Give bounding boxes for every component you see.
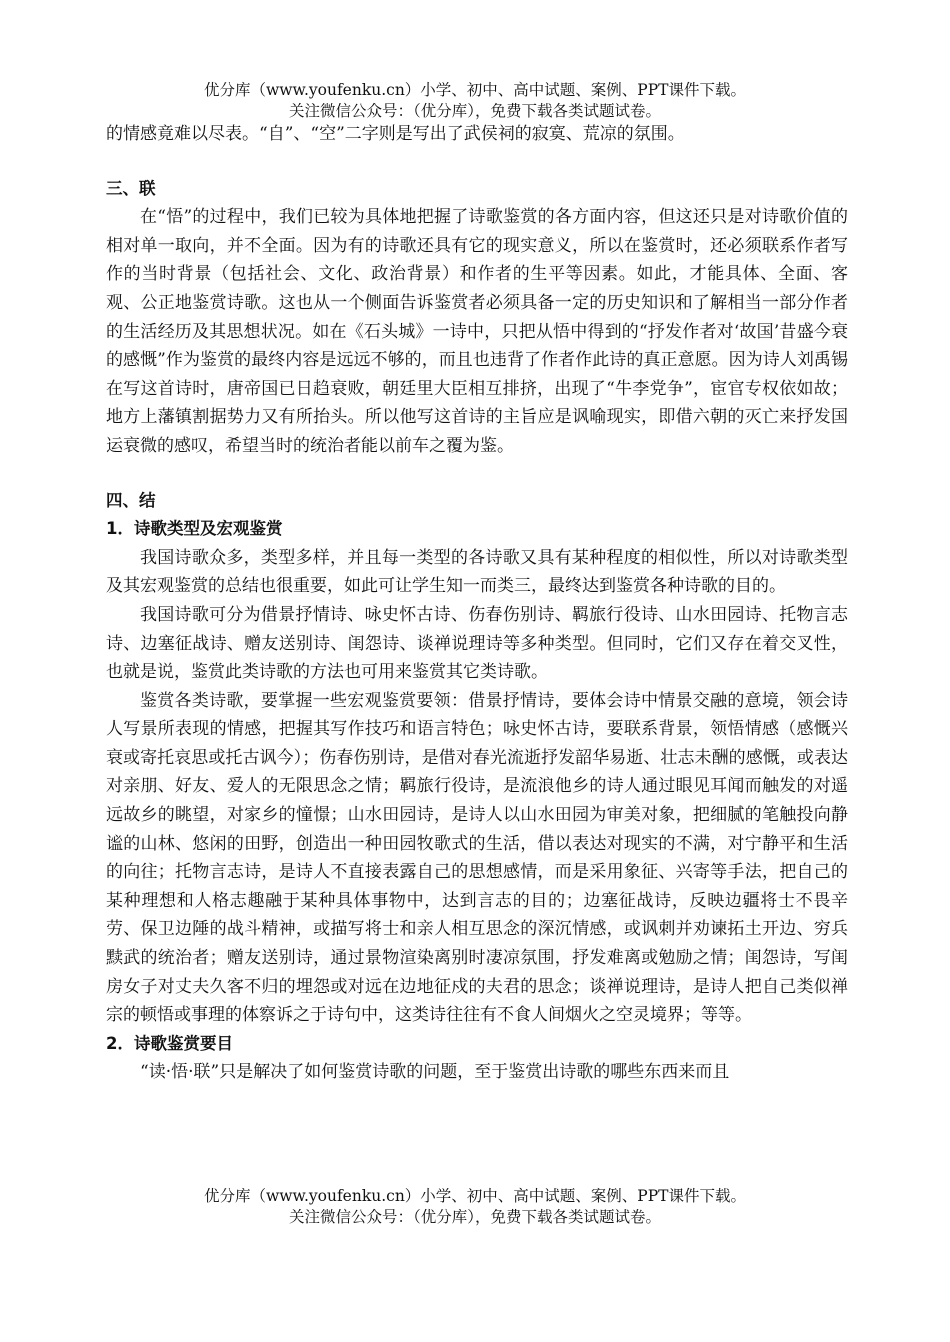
section-heading-3: 三、联 [106, 178, 156, 198]
section-heading-4: 四、结 [106, 490, 156, 510]
document-body [106, 120, 848, 1087]
paragraph-appreciation-items: “读·悟·联”只是解决了如何鉴赏诗歌的问题，至于鉴赏出诗歌的哪些东西来而且 [140, 1062, 730, 1083]
paragraph-continued: 的情感竟难以尽表。“自”、“空”二字则是写出了武侯祠的寂寞、荒凉的氛围。 [106, 124, 685, 144]
paragraph-types-intro: 我国诗歌众多，类型多样，并且每一类型的各诗歌又具有某种程度的相似性，所以对诗歌类型及其宏观鉴赏的总结也很重要，如此可让学生知一而类三，最终达到鉴赏各种诗歌的目的。 [106, 547, 848, 597]
paragraph-lian: 在“悟”的过程中，我们已较为具体地把握了诗歌鉴赏的各方面内容，但这还只是对诗歌价值的相对单一取向，并不全面。因为有的诗歌还具有它的现实意义，所以在鉴赏时，还必须联系作者写作的当时背景（包括社会、文化、政治背景）和作者的生平等因素。如此，才能具体、全面、客观、公正地鉴赏诗歌。这也从一个侧面告诉鉴赏者必须具备一定的历史知识和了解相当一部分作者的生活经历及其思想状况。如在《石头城》一诗中，只把从悟中得到的“抒发作者对‘故国’昔盛今衰的感慨”作为鉴赏的最终内容是远远不够的，而且也违背了作者作此诗的真正意愿。因为诗人刘禹锡在写这首诗时，唐帝国已日趋衰败，朝廷里大臣相互排挤，出现了“牛李党争”，宦官专权依如故；地方上藩镇割据势力又有所抬头。所以他写这首诗的主旨应是讽喻现实，即借六朝的灭亡来抒发国运衰微的感叹，希望当时的统治者能以前车之覆为鉴。 [106, 207, 848, 456]
page-footer [100, 1186, 850, 1228]
subsection-heading-4-1: 1．诗歌类型及宏观鉴赏 [106, 519, 283, 539]
subsection-heading-4-2: 2．诗歌鉴赏要目 [106, 1033, 233, 1053]
header-line-2: 关注微信公众号：（优分库），免费下载各类试题试卷。 [288, 102, 661, 120]
header-line-1: 优分库（www.youfenku.cn）小学、初中、高中试题、案例、PPT课件下载。 [203, 81, 747, 99]
page-header [100, 80, 850, 122]
footer-line-2: 关注微信公众号：（优分库），免费下载各类试题试卷。 [288, 1208, 661, 1226]
footer-line-1: 优分库（www.youfenku.cn）小学、初中、高中试题、案例、PPT课件下载。 [203, 1187, 747, 1205]
paragraph-macro-appreciation: 鉴赏各类诗歌，要掌握一些宏观鉴赏要领：借景抒情诗，要体会诗中情景交融的意境，领会诗人写景所表现的情感，把握其写作技巧和语言特色；咏史怀古诗，要联系背景，领悟情感（感慨兴衰或寄托哀思或托古讽今）；伤春伤别诗，是借对春光流逝抒发韶华易逝、壮志未酬的感慨，或表达对亲朋、好友、爱人的无限思念之情；羁旅行役诗，是流浪他乡的诗人通过眼见耳闻而触发的对遥远故乡的眺望，对家乡的憧憬；山水田园诗，是诗人以山水田园为审美对象，把细腻的笔触投向静谧的山林、悠闲的田野，创造出一种田园牧歌式的生活，借以表达对现实的不满，对宁静平和生活的向往；托物言志诗，是诗人不直接表露自己的思想感情，而是采用象征、兴寄等手法，把自己的某种理想和人格志趣融于某种具体事物中，达到言志的目的；边塞征战诗，反映边疆将士不畏辛劳、保卫边陲的战斗精神，或描写将士和亲人相互思念的深沉情感，或讽刺并劝谏拓土开边、穷兵黩武的统治者；赠友送别诗，通过景物渲染离别时凄凉氛围，抒发难离或勉励之情；闺怨诗，写闺房女子对丈夫久客不归的埋怨或对远在边地征戍的夫君的思念；谈禅说理诗，是诗人把自己类似禅宗的顿悟或事理的体察诉之于诗句中，这类诗往往有不食人间烟火之空灵境界；等等。 [106, 690, 848, 1026]
paragraph-types-list: 我国诗歌可分为借景抒情诗、咏史怀古诗、伤春伤别诗、羁旅行役诗、山水田园诗、托物言志诗、边塞征战诗、赠友送别诗、闺怨诗、谈禅说理诗等多种类型。但同时，它们又存在着交叉性，也就是说，鉴赏此类诗歌的方法也可用来鉴赏其它类诗歌。 [106, 604, 848, 683]
